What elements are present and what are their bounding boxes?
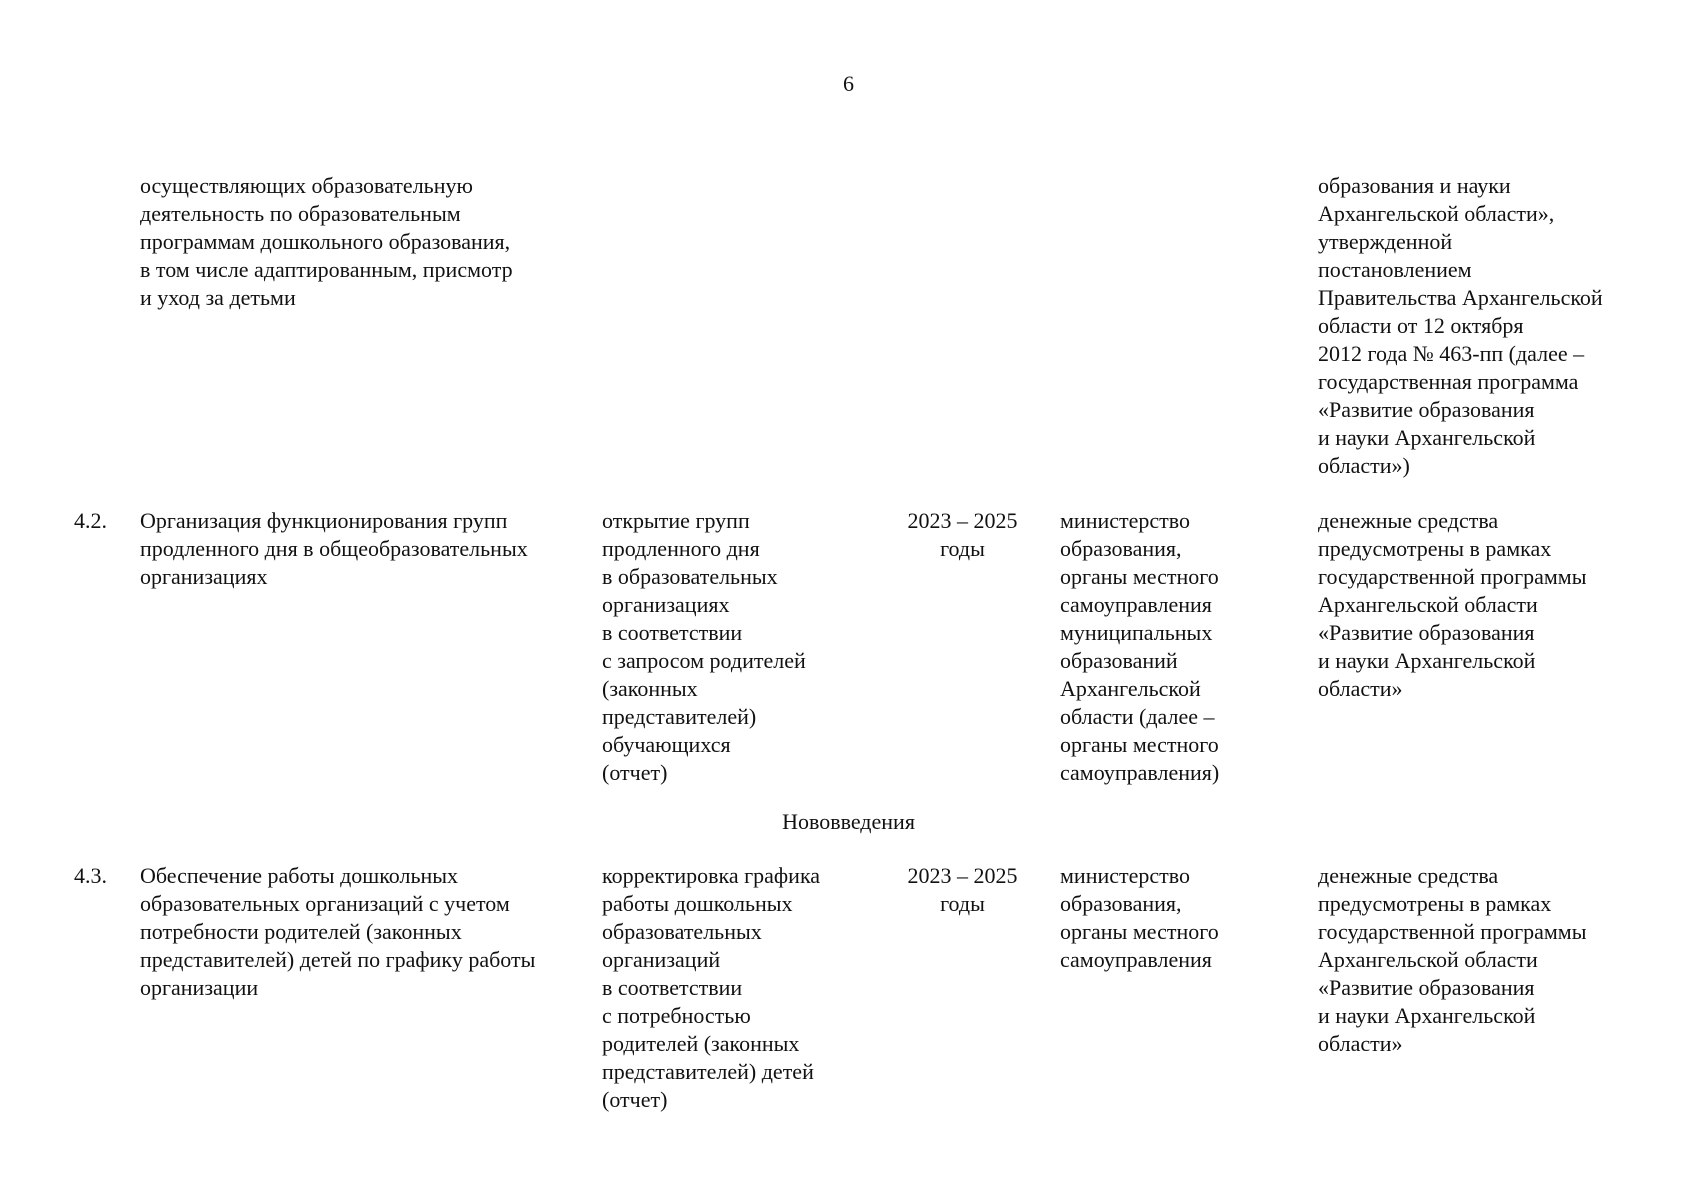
text-line: организациях (140, 564, 268, 589)
text-line: образования, (1060, 536, 1182, 561)
section-title: Нововведения (782, 809, 915, 834)
text-line: родителей (законных (602, 1031, 800, 1056)
row-responsible-cell (1060, 507, 1315, 787)
text-line: образования и науки (1318, 173, 1511, 198)
text-line: (отчет) (602, 760, 668, 785)
continuation-funding-cell (1318, 172, 1688, 480)
text-line: представителей) детей по графику работы (140, 947, 536, 972)
text-line: государственной программы (1318, 919, 1587, 944)
text-line: деятельность по образовательным (140, 201, 461, 226)
text-line: открытие групп (602, 508, 750, 533)
text-line: области (далее – (1060, 704, 1215, 729)
text-line: в том числе адаптированным, присмотр (140, 257, 513, 282)
continuation-name-cell (140, 172, 590, 312)
text-line: образовательных организаций с учетом (140, 891, 510, 916)
text-line: Организация функционирования групп (140, 508, 508, 533)
text-line: и науки Архангельской (1318, 1003, 1536, 1028)
text-line: предусмотрены в рамках (1318, 536, 1552, 561)
row-years-cell (900, 862, 1025, 918)
text-line: органы местного (1060, 564, 1219, 589)
text-line: 2023 – 2025 (907, 508, 1018, 533)
text-line: «Развитие образования (1318, 620, 1535, 645)
row-number: 4.3. (74, 863, 107, 888)
text-line: корректировка графика (602, 863, 821, 888)
text-line: предусмотрены в рамках (1318, 891, 1552, 916)
text-line: министерство (1060, 508, 1191, 533)
text-line: образовательных (602, 919, 762, 944)
row-number: 4.2. (74, 508, 107, 533)
text-line: в образовательных (602, 564, 778, 589)
text-line: в соответствии (602, 620, 743, 645)
text-line: продленного дня в общеобразовательных (140, 536, 528, 561)
text-line: Архангельской области», (1318, 201, 1555, 226)
text-line: денежные средства (1318, 508, 1499, 533)
text-line: «Развитие образования (1318, 397, 1535, 422)
text-line: области от 12 октября (1318, 313, 1524, 338)
row-result-cell (602, 862, 892, 1114)
text-line: организациях (602, 592, 730, 617)
text-line: программам дошкольного образования, (140, 229, 511, 254)
text-line: представителей) детей (602, 1059, 814, 1084)
text-line: организаций (602, 947, 721, 972)
text-line: муниципальных (1060, 620, 1213, 645)
text-line: 2023 – 2025 (907, 863, 1018, 888)
text-line: и науки Архангельской (1318, 648, 1536, 673)
row-funding-cell (1318, 862, 1688, 1058)
text-line: работы дошкольных (602, 891, 793, 916)
text-line: представителей) (602, 704, 757, 729)
text-line: (отчет) (602, 1087, 668, 1112)
text-line: в соответствии (602, 975, 743, 1000)
row-name-cell (140, 507, 590, 591)
row-result-cell (602, 507, 892, 787)
text-line: самоуправления (1060, 947, 1212, 972)
text-line: Архангельской области (1318, 947, 1538, 972)
text-line: органы местного (1060, 919, 1219, 944)
text-line: самоуправления) (1060, 760, 1220, 785)
text-line: годы (940, 891, 985, 916)
text-line: области» (1318, 1031, 1403, 1056)
text-line: государственная программа (1318, 369, 1579, 394)
text-line: 2012 года № 463-пп (далее – (1318, 341, 1585, 366)
text-line: самоуправления (1060, 592, 1212, 617)
text-line: области») (1318, 453, 1410, 478)
row-years-cell (900, 507, 1025, 563)
text-line: Архангельской области (1318, 592, 1538, 617)
text-line: образования, (1060, 891, 1182, 916)
text-line: продленного дня (602, 536, 760, 561)
text-line: обучающихся (602, 732, 731, 757)
page-number: 6 (843, 71, 854, 96)
text-line: образований (1060, 648, 1178, 673)
row-funding-cell (1318, 507, 1688, 703)
text-line: «Развитие образования (1318, 975, 1535, 1000)
text-line: годы (940, 536, 985, 561)
text-line: Архангельской (1060, 676, 1201, 701)
text-line: денежные средства (1318, 863, 1499, 888)
text-line: утвержденной (1318, 229, 1453, 254)
text-line: постановлением (1318, 257, 1472, 282)
text-line: и уход за детьми (140, 285, 296, 310)
row-responsible-cell (1060, 862, 1315, 974)
text-line: потребности родителей (законных (140, 919, 462, 944)
row-name-cell (140, 862, 590, 1002)
text-line: организации (140, 975, 259, 1000)
text-line: государственной программы (1318, 564, 1587, 589)
text-line: Обеспечение работы дошкольных (140, 863, 459, 888)
text-line: с запросом родителей (602, 648, 806, 673)
text-line: Правительства Архангельской (1318, 285, 1603, 310)
text-line: министерство (1060, 863, 1191, 888)
text-line: с потребностью (602, 1003, 751, 1028)
text-line: и науки Архангельской (1318, 425, 1536, 450)
text-line: (законных (602, 676, 698, 701)
text-line: органы местного (1060, 732, 1219, 757)
text-line: осуществляющих образовательную (140, 173, 473, 198)
text-line: области» (1318, 676, 1403, 701)
